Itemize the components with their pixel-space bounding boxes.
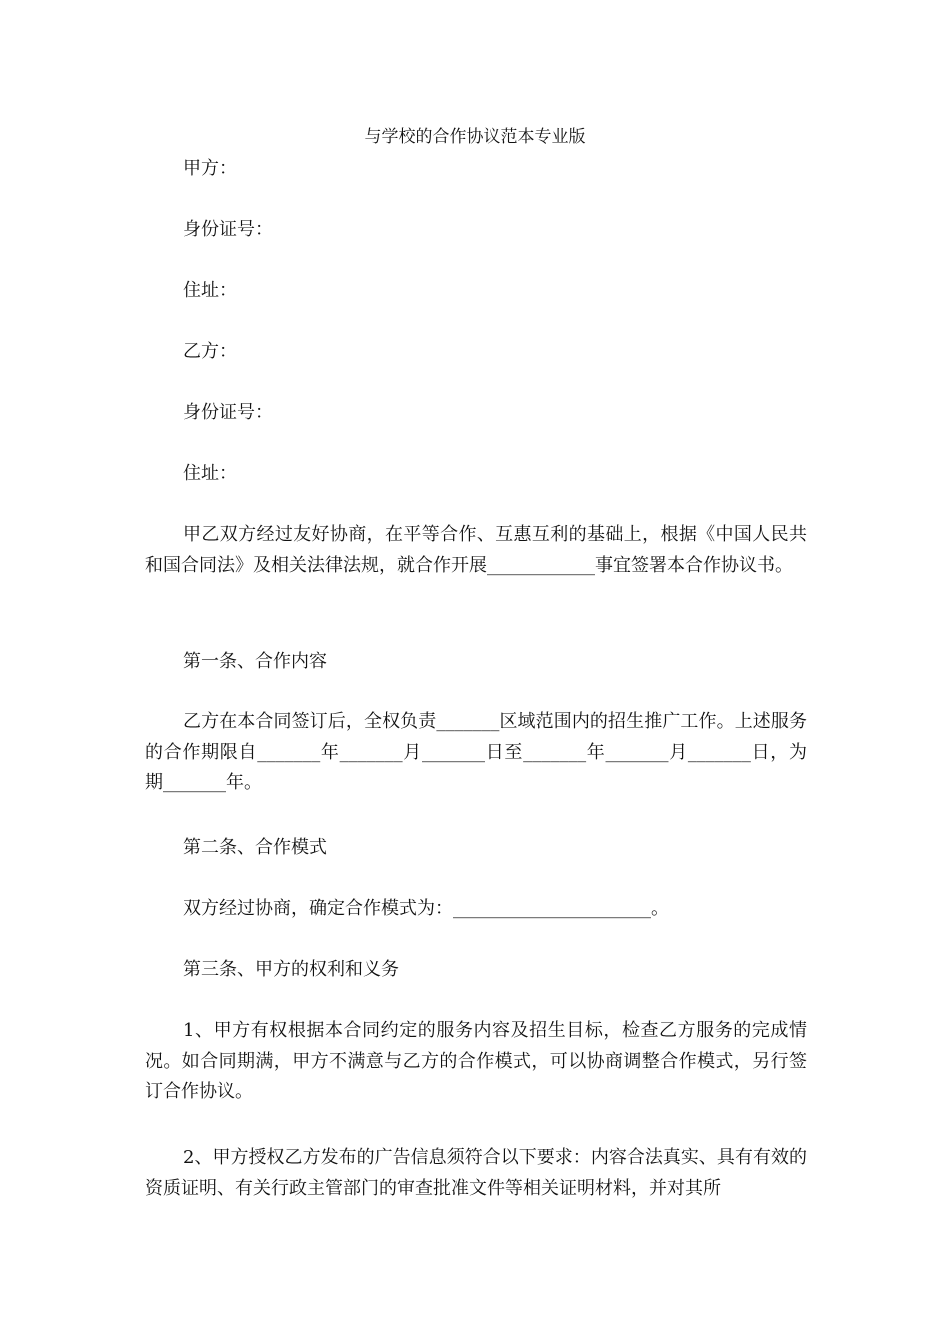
article3-item1: 1、甲方有权根据本合同约定的服务内容及招生目标，检查乙方服务的完成情况。如合同期满，甲方不满意与乙方的合作模式，可以协商调整合作模式，另行签订合作协议。 bbox=[145, 1020, 807, 1102]
article1-heading: 第一条、合作内容 bbox=[183, 651, 327, 672]
document-title: 与学校的合作协议范本专业版 bbox=[364, 127, 586, 147]
article1-body: 乙方在本合同签订后，全权负责_______区域范围内的招生推广工作。上述服务的合作期限自_______年_______月_______日至_______年_______月_______日，为期_______年。 bbox=[145, 711, 807, 793]
party-b-address-label: 住址： bbox=[183, 463, 237, 484]
article3-heading: 第三条、甲方的权利和义务 bbox=[183, 959, 399, 980]
party-a-address-label: 住址： bbox=[183, 280, 237, 301]
party-b-label: 乙方： bbox=[183, 341, 237, 362]
party-a-id-label: 身份证号： bbox=[183, 219, 273, 240]
preamble-paragraph: 甲乙双方经过友好协商，在平等合作、互惠互利的基础上，根据《中国人民共和国合同法》及相关法律法规，就合作开展____________事宜签署本合作协议书。 bbox=[145, 524, 807, 576]
article3-item2: 2、甲方授权乙方发布的广告信息须符合以下要求：内容合法真实、具有有效的资质证明、有关行政主管部门的审查批准文件等相关证明材料，并对其所 bbox=[145, 1147, 807, 1199]
party-a-label: 甲方： bbox=[183, 158, 237, 179]
article2-body: 双方经过协商，确定合作模式为：______________________。 bbox=[183, 898, 669, 919]
article2-heading: 第二条、合作模式 bbox=[183, 837, 327, 858]
party-b-id-label: 身份证号： bbox=[183, 402, 273, 423]
